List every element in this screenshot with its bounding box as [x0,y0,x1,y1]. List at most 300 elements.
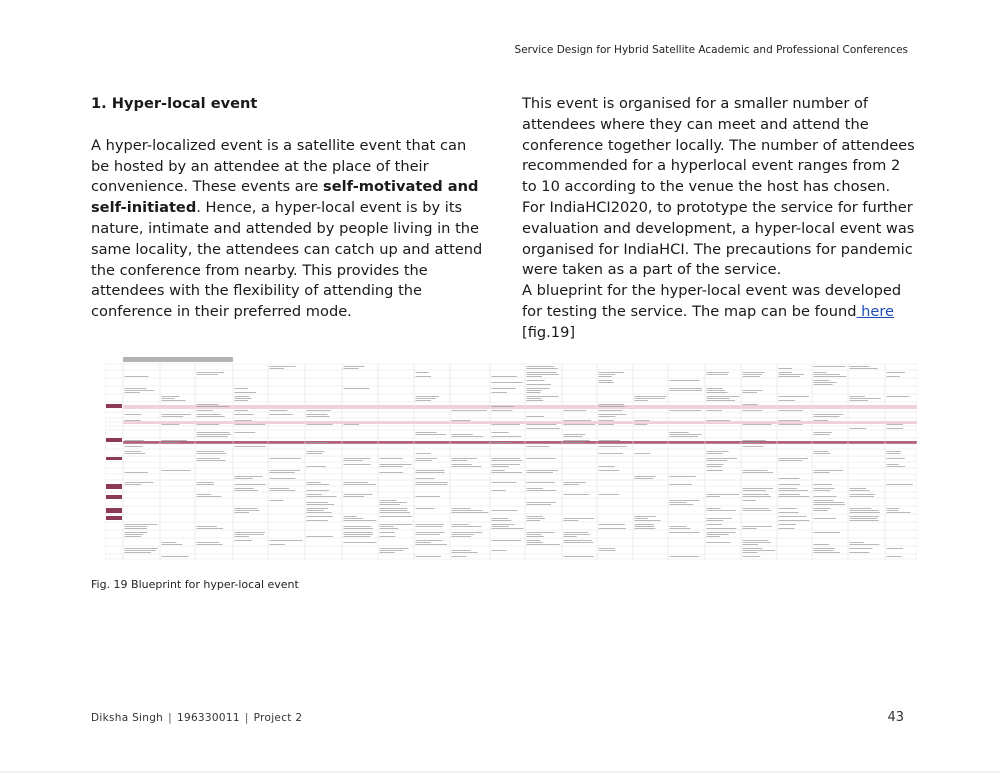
blueprint-text-line [452,532,483,533]
running-header: Service Design for Hybrid Satellite Academic and Professional Conferences [514,44,908,56]
footer-roll-number: 196330011 [176,712,240,724]
blueprint-text-line [416,376,432,377]
blueprint-text-line [235,488,254,489]
blueprint-text-line [743,508,769,509]
left-column [91,94,483,323]
blueprint-text-line [452,550,471,551]
blueprint-text-line [344,518,363,519]
blueprint-text-line [380,504,400,505]
blueprint-text-line [527,532,555,533]
blueprint-text-line [564,482,586,483]
blueprint-row-label [106,495,122,499]
blueprint-text-line [814,376,847,377]
blueprint-text-line [492,460,523,461]
blueprint-text-line [197,482,214,483]
blueprint-text-line [564,520,579,521]
blueprint-text-line [416,434,447,435]
blueprint-text-line [707,451,729,452]
blueprint-text-line [887,396,910,397]
blueprint-text-line [307,451,325,452]
blueprint-text-line [416,496,441,497]
blueprint-text-line [707,453,723,454]
blueprint-text-line [162,424,180,425]
blueprint-text-line [635,524,655,525]
blueprint-text-line [492,388,516,389]
blueprint-text-line [527,424,557,425]
blueprint-text-line [492,472,523,473]
blueprint-text-line [307,453,323,454]
blueprint-text-line [492,466,509,467]
blueprint-text-line [452,526,482,527]
blueprint-text-line [492,382,523,383]
blueprint-text-line [162,414,192,415]
right-column [522,94,917,344]
blueprint-text-line [125,526,148,527]
blueprint-text-line [235,484,266,485]
blueprint-text-line [270,490,296,491]
blueprint-text-line [814,552,840,553]
blueprint-text-line [707,372,730,373]
blueprint-text-line [850,548,873,549]
blueprint-text-line [416,398,436,399]
blueprint-text-line [779,420,801,421]
blueprint-text-line [527,366,555,367]
blueprint-text-line [416,542,431,543]
blueprint-text-line [635,398,665,399]
blueprint-text-line [707,410,722,411]
blueprint-text-line [452,556,467,557]
blueprint-text-line [492,432,509,433]
blueprint-text-line [197,451,225,452]
blueprint-text-line [416,472,445,473]
blueprint-text-line [564,484,579,485]
blueprint-text-line [452,410,487,411]
blueprint-row-label [106,484,122,489]
blueprint-text-line [779,372,793,373]
blueprint-text-line [197,416,225,417]
footer-separator: | [168,712,172,724]
blueprint-text-line [850,510,879,511]
blueprint-text-line [492,540,521,541]
blueprint-text-line [743,440,766,441]
blueprint-text-line [380,532,395,533]
blueprint-text-line [599,382,614,383]
blueprint-text-line [850,552,870,553]
blueprint-text-line [344,458,371,459]
blueprint-text-line [814,548,835,549]
blueprint-text-line [779,494,801,495]
blueprint-text-line [635,420,650,421]
blueprint-text-line [344,526,371,527]
blueprint-text-line [635,518,648,519]
blueprint-text-line [527,458,556,459]
blueprint-text-line [307,504,335,505]
blueprint-text-line [814,488,835,489]
blueprint-text-line [235,400,248,401]
blueprint-text-line [344,534,374,535]
blueprint-text-line [779,488,798,489]
blueprint-text-line [814,414,844,415]
blueprint-text-line [416,524,444,525]
blueprint-text-line [887,512,911,513]
blueprint-text-line [814,544,830,545]
blueprint-text-line [162,400,186,401]
blueprint-text-line [307,510,324,511]
blueprint-text-line [564,424,595,425]
map-link[interactable]: here [856,302,895,320]
blueprint-text-line [707,524,722,525]
intro-text-b: . Hence, a hyper-local event is by its nature, intimate and attended by people living in the same locality, the attendees can catch up and attend the conference from nearby. This provides the attendees with the flexibility of attending the conference in their preferred mode. [91,199,483,321]
blueprint-text-line [197,542,220,543]
intro-emphasis: self-motivated and self-initiated [91,178,479,217]
blueprint-text-line [814,484,833,485]
blueprint-text-line [599,406,625,407]
blueprint-text-line [814,420,829,421]
blueprint-text-line [814,518,837,519]
blueprint-text-line [850,518,878,519]
blueprint-text-line [197,494,211,495]
blueprint-text-line [707,396,740,397]
blueprint-text-line [670,500,700,501]
blueprint-text-line [670,528,691,529]
blueprint-text-line [850,396,866,397]
blueprint-text-line [850,366,870,367]
blueprint-text-line [270,544,285,545]
blueprint-text-line [707,390,725,391]
blueprint-text-line [779,396,809,397]
blueprint-text-line [635,400,648,401]
blueprint-text-line [197,436,228,437]
blueprint-text-line [125,552,152,553]
blueprint-text-line [850,368,878,369]
blueprint-text-line [814,380,830,381]
blueprint-text-line [887,484,913,485]
blueprint-row-label [106,508,122,513]
blueprint-text-line [492,520,512,521]
blueprint-text-line [125,472,148,473]
blueprint-text-line [670,476,696,477]
blueprint-text-line [564,494,590,495]
blueprint-text-line [527,540,541,541]
blueprint-text-line [492,490,506,491]
blueprint-text-line [707,518,732,519]
blueprint-text-line [125,451,142,452]
blueprint-text-line [235,490,259,491]
blueprint-text-line [125,420,141,421]
blueprint-text-line [599,374,616,375]
blueprint-text-line [527,488,543,489]
blueprint-text-line [743,552,758,553]
blueprint-text-line [197,372,224,373]
blueprint-text-line [779,528,795,529]
blueprint-text-line [527,520,541,521]
blueprint-text-line [814,453,831,454]
blueprint-text-line [527,396,559,397]
blueprint-text-line [527,482,556,483]
blueprint-row-label [106,516,122,520]
blueprint-text-line [492,436,522,437]
blueprint-text-line [743,542,772,543]
blueprint-text-line [779,496,810,497]
blueprint-text-line [125,524,158,525]
blueprint-text-line [307,490,329,491]
blueprint-text-line [527,536,544,537]
blueprint-text-line [270,478,296,479]
blueprint-text-line [670,434,702,435]
blueprint-text-line [850,398,881,399]
blueprint-text-line [707,392,728,393]
blueprint-text-line [887,428,903,429]
blueprint-text-line [779,458,809,459]
blueprint-text-line [779,374,805,375]
blueprint-text-line [416,470,445,471]
blueprint-text-line [814,374,840,375]
blueprint-text-line [307,482,321,483]
intro-text-a: A hyper-localized event is a satellite event that can be hosted by an attendee at the place of their convenience. These events are [91,136,467,196]
blueprint-text-line [743,500,756,501]
blueprint-text-line [635,526,655,527]
blueprint-text-line [197,406,230,407]
blueprint-text-line [307,410,331,411]
blueprint-text-line [344,494,373,495]
blueprint-text-line [527,544,560,545]
blueprint-text-line [743,540,769,541]
blueprint-text-line [197,453,227,454]
blueprint-text-line [670,504,694,505]
blueprint-text-line [564,436,583,437]
blueprint-band-light [123,421,917,424]
blueprint-text-line [850,508,872,509]
blueprint-text-line [380,466,403,467]
blueprint-text-line [492,528,524,529]
blueprint-text-line [707,400,735,401]
blueprint-row-label [106,404,122,408]
blueprint-text-line [743,470,768,471]
blueprint-text-line [527,446,550,447]
blueprint-text-line [635,396,667,397]
blueprint-text-line [270,472,295,473]
blueprint-text-line [125,484,141,485]
blueprint-text-line [380,500,397,501]
blueprint-text-line [270,368,285,369]
blueprint-text-line [235,476,263,477]
blueprint-text-line [527,368,559,369]
blueprint-text-line [235,432,256,433]
blueprint-text-line [492,470,505,471]
blueprint-text-line [564,518,595,519]
blueprint-text-line [344,464,371,465]
blueprint-text-line [887,453,901,454]
blueprint-text-line [235,510,260,511]
blueprint-text-line [599,372,625,373]
blueprint-text-line [492,458,521,459]
blueprint-image [105,356,917,560]
blueprint-text-line [599,416,616,417]
blueprint-text-line [707,508,721,509]
blueprint-text-line [235,536,249,537]
blueprint-text-line [635,528,656,529]
blueprint-text-line [743,390,763,391]
blueprint-text-line [125,376,149,377]
blueprint-text-line [564,442,586,443]
blueprint-text-line [307,484,330,485]
footer-author: Diksha Singh [91,712,164,724]
blueprint-text-line [635,520,661,521]
blueprint-text-line [344,388,370,389]
blueprint-text-line [814,510,828,511]
figure-reference: [fig.19] [522,323,576,341]
section-title: 1. Hyper-local event [91,95,258,112]
blueprint-text-line [887,464,899,465]
blueprint-text-line [197,432,230,433]
blueprint-text-line [344,496,365,497]
blueprint-text-line [670,380,700,381]
blueprint-text-line [416,484,448,485]
blueprint-text-line [814,502,845,503]
blueprint-text-line [599,410,623,411]
blueprint-row-label [106,438,122,442]
blueprint-text-line [270,540,303,541]
blueprint-text-line [670,390,703,391]
blueprint-text-line [887,451,902,452]
blueprint-text-line [527,392,541,393]
blueprint-text-line [743,494,769,495]
blueprint-text-line [599,380,613,381]
blueprint-text-line [235,396,250,397]
blueprint-text-line [779,524,797,525]
blueprint-text-line [344,460,363,461]
blueprint-text-line [814,500,834,501]
blueprint-text-line [814,382,837,383]
blueprint-text-line [599,453,624,454]
blueprint-text-line [670,432,689,433]
blueprint-text-line [850,512,880,513]
blueprint-text-line [452,464,472,465]
blueprint-text-line [344,482,369,483]
blueprint-text-line [779,376,801,377]
blueprint-text-line [452,434,473,435]
blueprint-text-line [887,372,905,373]
blueprint-text-line [779,368,792,369]
blueprint-text-line [527,490,557,491]
blueprint-text-line [125,392,140,393]
blueprint-text-line [814,432,832,433]
blueprint-text-line [125,528,148,529]
blueprint-text-line [162,396,180,397]
blueprint-text-line [707,464,724,465]
blueprint-text-line [380,528,399,529]
blueprint-text-line [380,464,412,465]
blueprint-text-line [416,482,448,483]
blueprint-text-line [235,534,264,535]
blueprint-text-line [162,416,184,417]
blueprint-text-line [344,528,373,529]
blueprint-text-line [270,488,290,489]
footer-separator: | [244,712,249,724]
blueprint-text-line [235,420,252,421]
blueprint-text-line [670,556,700,557]
blueprint-text-line [380,512,411,513]
blueprint-text-line [416,556,442,557]
blueprint-text-line [452,552,478,553]
blueprint-text-line [380,536,396,537]
blueprint-text-line [599,494,619,495]
blueprint-text-line [307,508,328,509]
blueprint-text-line [814,470,843,471]
blueprint-text-line [670,484,693,485]
blueprint-text-line [380,516,413,517]
blueprint-text-line [707,510,736,511]
blueprint-text-line [197,414,221,415]
blueprint-text-line [492,524,515,525]
blueprint-text-line [527,400,544,401]
blueprint-text-line [743,550,775,551]
blueprint-text-line [125,390,155,391]
blueprint-text-line [743,556,761,557]
blueprint-text-line [743,472,774,473]
blueprint-text-line [850,520,879,521]
event-description-paragraph: This event is organised for a smaller number of attendees where they can meet and attend the conference together locally. The number of attendees recommended for a hyperlocal event ranges from 2 to 10 according to the venue the host has chosen. For IndiaHCI2020, to prototype the service for further evaluation and development, a hyper-local event was organised for IndiaHCI. The precautions for pandemic were taken as a part of the service. [522,95,915,279]
blueprint-text-line [564,534,591,535]
blueprint-text-line [527,470,559,471]
blueprint-text-line [416,478,435,479]
blueprint-text-line [416,532,445,533]
blueprint-text-line [270,410,288,411]
blueprint-text-line [635,424,648,425]
blueprint-text-line [779,400,796,401]
blueprint-text-line [452,460,468,461]
blueprint-text-line [887,424,904,425]
blueprint-text-line [599,466,615,467]
blueprint-text-line [270,470,301,471]
blueprint-text-line [707,532,736,533]
blueprint-text-line [416,372,429,373]
blueprint-text-line [670,388,703,389]
blueprint-text-line [850,488,867,489]
blueprint-text-line [307,494,322,495]
blueprint-text-line [344,424,360,425]
blueprint-row-label [106,457,122,460]
blueprint-text-line [743,544,759,545]
blueprint-text-line [344,516,357,517]
blueprint-text-line [307,414,328,415]
blueprint-text-line [599,528,626,529]
blueprint-text-line [492,518,509,519]
blueprint-text-line [416,400,432,401]
blueprint-text-line [670,532,700,533]
blueprint-text-line [344,366,365,367]
blueprint-text-line [707,542,731,543]
blueprint-text-line [814,490,831,491]
blueprint-text-line [452,510,483,511]
blueprint-text-line [492,406,514,407]
blueprint-text-line [564,542,594,543]
blueprint-text: A blueprint for the hyper-local event was developed for testing the service. The map can be found [522,282,902,320]
blueprint-text-line [707,466,722,467]
blueprint-text-line [125,482,154,483]
blueprint-paragraph [522,281,917,343]
blueprint-text-line [814,532,840,533]
blueprint-text-line [380,458,403,459]
blueprint-text-line [307,424,333,425]
blueprint-text-line [235,532,266,533]
blueprint-text-line [380,502,407,503]
blueprint-text-line [779,410,803,411]
blueprint-text-line [416,544,448,545]
blueprint-text-line [564,532,589,533]
blueprint-text-line [307,416,330,417]
blueprint-text-line [197,484,215,485]
